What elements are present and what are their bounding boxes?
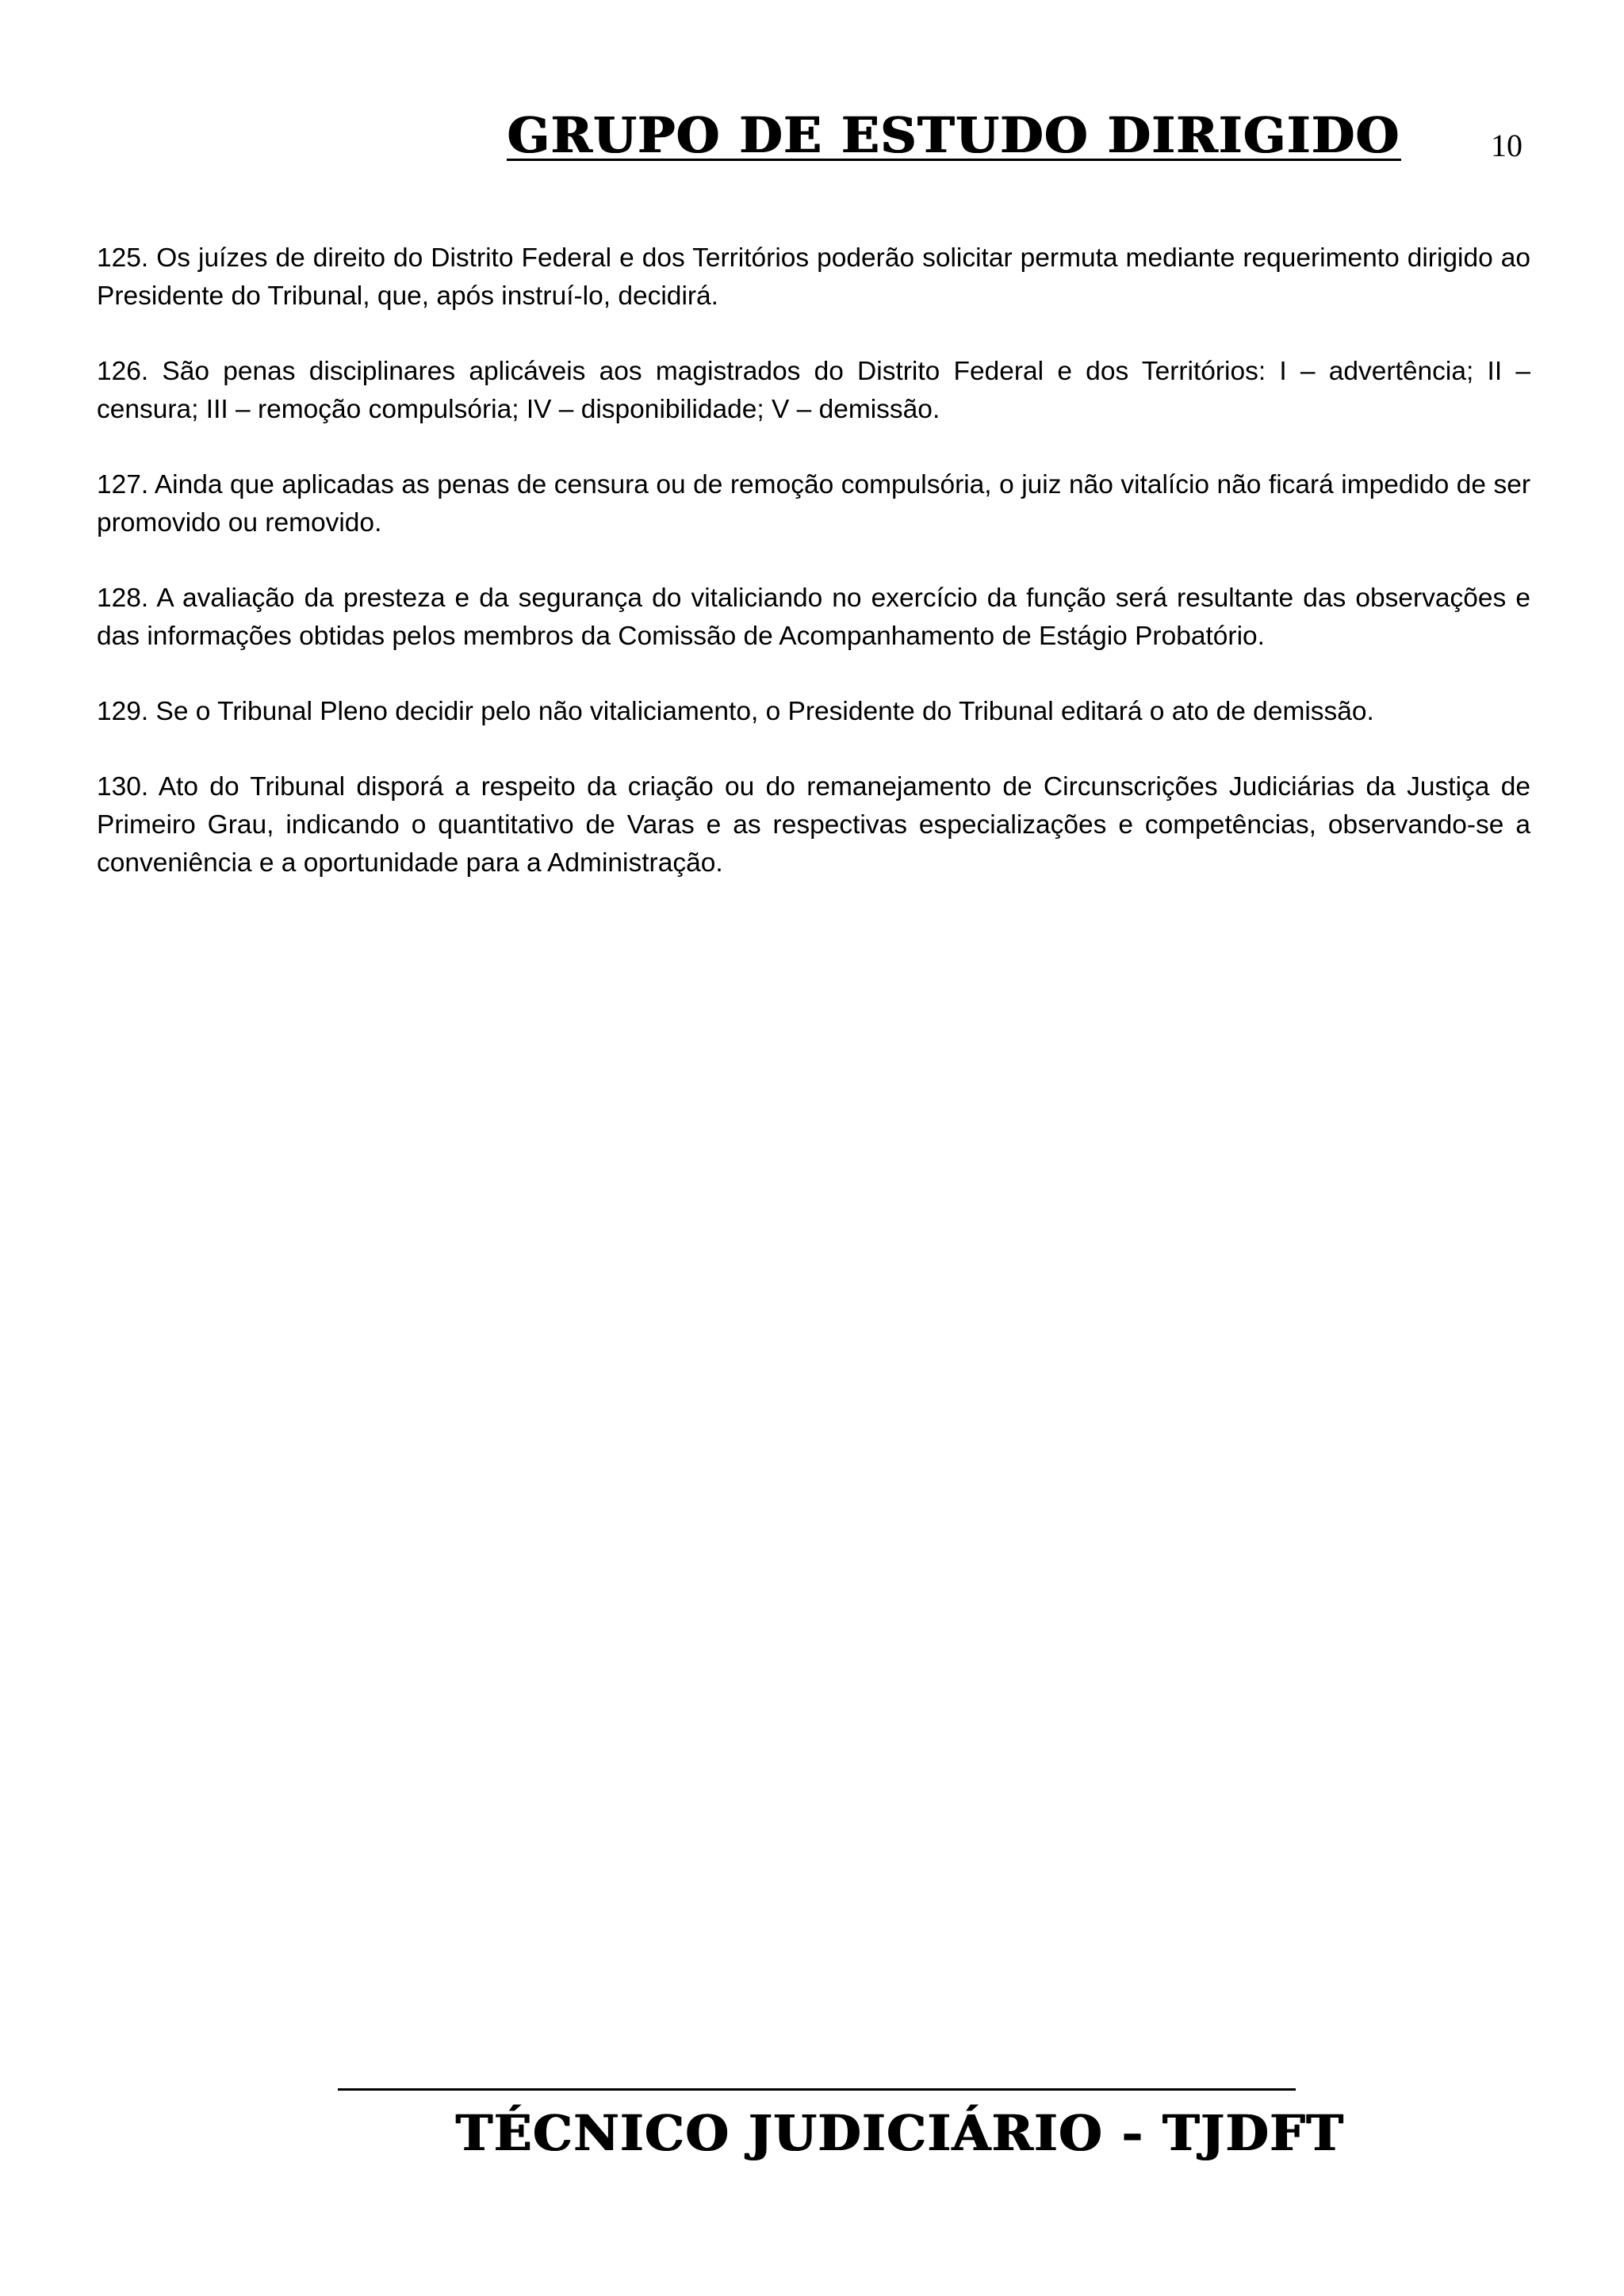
paragraph-127: 127. Ainda que aplicadas as penas de censura ou de remoção compulsória, o juiz não vitalício não ficará impedido de ser promovido ou removido. [97, 470, 1530, 538]
footer-title: TÉCNICO JUDICIÁRIO - TJDFT [456, 2104, 1345, 2162]
paragraph-126: 126. São penas disciplinares aplicáveis aos magistrados do Distrito Federal e dos Territórios: I – advertência; II – censura; III – remoção compulsória; IV – disponibilidade; V – demissão. [97, 357, 1530, 424]
page-header [0, 94, 1624, 181]
document-body [97, 239, 1530, 920]
page-number: 10 [1491, 128, 1522, 163]
document-title: GRUPO DE ESTUDO DIRIGIDO [508, 106, 1400, 164]
paragraph-125: 125. Os juízes de direito do Distrito Federal e dos Territórios poderão solicitar permuta mediante requerimento dirigido ao Presidente do Tribunal, que, após instruí-lo, decidirá. [97, 243, 1530, 311]
paragraph-128: 128. A avaliação da presteza e da segurança do vitaliciando no exercício da função será resultante das observações e das informações obtidas pelos membros da Comissão de Acompanhamento de Estágio Probatório. [97, 584, 1530, 651]
paragraph-129: 129. Se o Tribunal Pleno decidir pelo não vitaliciamento, o Presidente do Tribunal editará o ato de demissão. [97, 697, 1374, 726]
paragraph-130: 130. Ato do Tribunal disporá a respeito da criação ou do remanejamento de Circunscrições Judiciárias da Justiça de Primeiro Grau, indicando o quantitativo de Varas e as respectivas especializações e competências, observando-se a conveniência e a oportunidade para a Administração. [97, 772, 1530, 878]
footer-divider [338, 2088, 1296, 2091]
